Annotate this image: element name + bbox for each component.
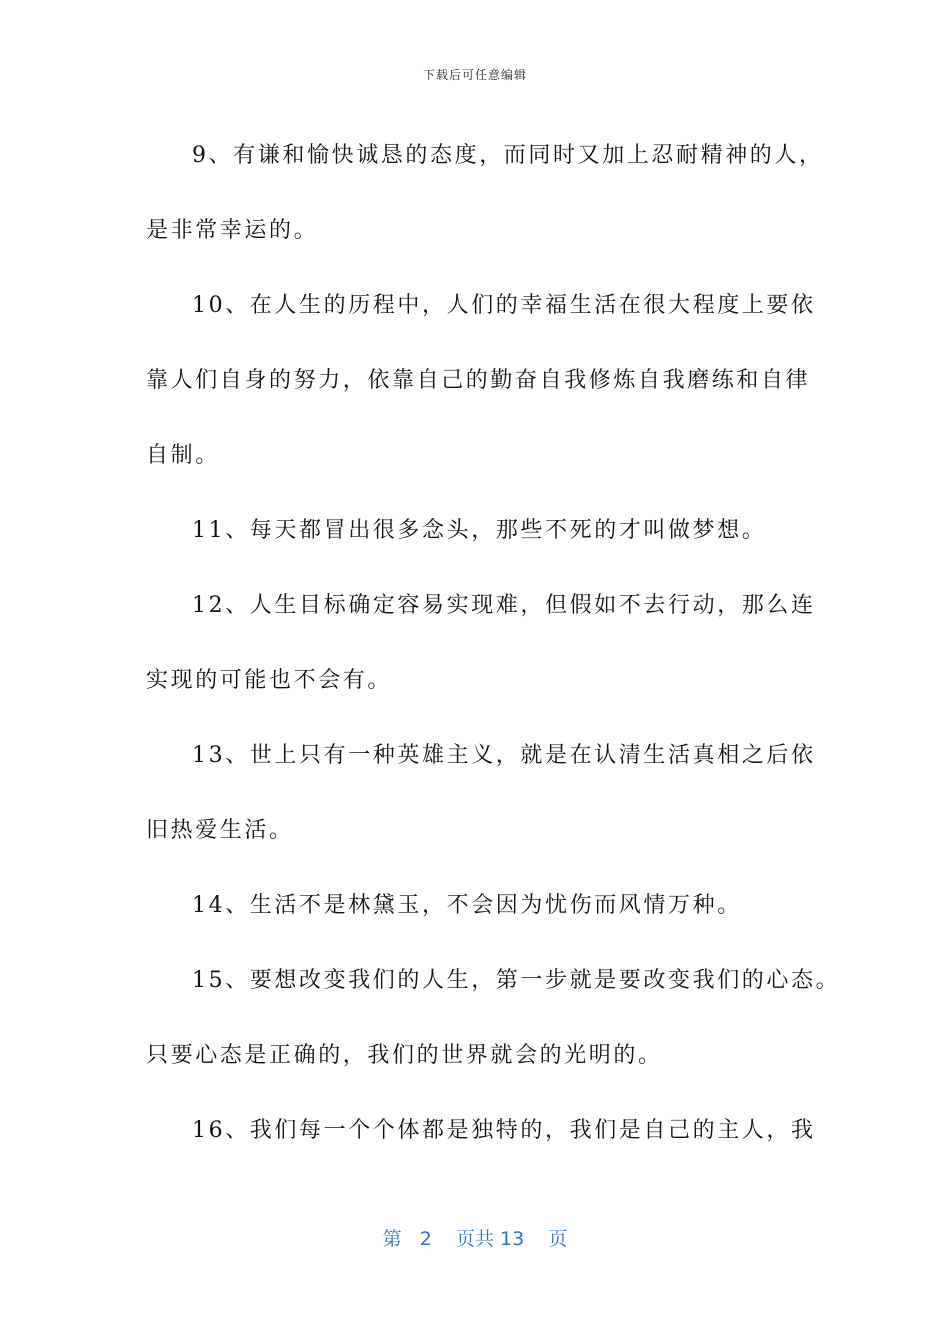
header-note: 下载后可任意编辑 xyxy=(422,68,527,82)
document-body xyxy=(146,118,841,1168)
page-footer xyxy=(0,1224,950,1251)
text-line: 旧热爱生活。 xyxy=(146,818,294,843)
footer-total-pages: 13 xyxy=(500,1228,525,1250)
text-line: 16、我们每一个个体都是独特的，我们是自己的主人，我 xyxy=(192,1118,816,1143)
text-line: 9、有谦和愉快诚恳的态度，而同时又加上忍耐精神的人， xyxy=(192,143,824,168)
text-line: 是非常幸运的。 xyxy=(146,218,319,243)
text-line: 10、在人生的历程中，人们的幸福生活在很大程度上要依 xyxy=(192,293,816,318)
text-line: 13、世上只有一种英雄主义，就是在认清生活真相之后依 xyxy=(192,743,816,768)
text-line: 自制。 xyxy=(146,443,220,468)
text-line: 12、人生目标确定容易实现难，但假如不去行动，那么连 xyxy=(192,593,816,618)
text-line: 11、每天都冒出很多念头，那些不死的才叫做梦想。 xyxy=(192,518,767,543)
text-line: 靠人们自身的努力，依靠自己的勤奋自我修炼自我磨练和自律 xyxy=(146,368,811,393)
text-line: 14、生活不是林黛玉，不会因为忧伤而风情万种。 xyxy=(192,893,742,918)
footer-prefix: 第 xyxy=(382,1228,402,1250)
text-line: 实现的可能也不会有。 xyxy=(146,668,393,693)
footer-suffix: 页 xyxy=(548,1228,568,1250)
footer-middle: 页共 xyxy=(455,1228,494,1250)
text-line: 只要心态是正确的，我们的世界就会的光明的。 xyxy=(146,1043,663,1068)
text-line: 15、要想改变我们的人生，第一步就是要改变我们的心态。 xyxy=(192,968,841,993)
footer-current-page: 2 xyxy=(419,1228,432,1250)
